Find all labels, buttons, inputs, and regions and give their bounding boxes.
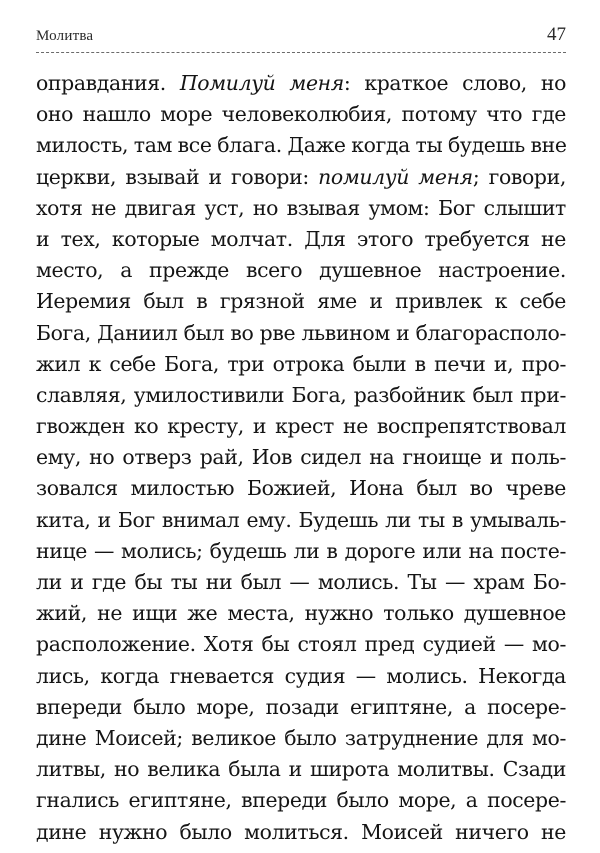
text-line — [36, 661, 566, 692]
text-segment: Иеремия был в грязной яме и привлек к себе — [36, 289, 566, 314]
text-segment: гнались египтяне, впереди было море, а посере- — [36, 788, 566, 813]
text-line — [36, 629, 566, 660]
text-segment: литвы, но велика была и широта молитвы. Сзади — [36, 757, 566, 782]
text-segment: гвожден ко кресту, и крест не воспрепятствовал — [36, 414, 566, 439]
italic-phrase: Помилуй меня — [179, 71, 344, 95]
text-segment: нице — молись; будешь ли в дороге или на посте- — [36, 538, 566, 563]
text-segment: ему, но отверз рай, Иов сидел на гноище и поль- — [36, 445, 566, 470]
text-segment: расположение. Хотя бы стоял пред судией — мо- — [36, 632, 566, 657]
text-line — [36, 817, 566, 848]
text-segment: лись, когда гневается судия — молись. Некогда — [36, 663, 566, 688]
text-line — [36, 380, 566, 411]
text-segment: кита, и Бог внимал ему. Будешь ли ты в умываль- — [36, 507, 566, 532]
running-title: Молитва — [36, 28, 94, 44]
text-segment: славляя, умилостивили Бога, разбойник был при- — [36, 382, 566, 407]
text-line — [36, 754, 566, 785]
text-line — [36, 193, 566, 224]
text-line — [36, 473, 566, 504]
text-segment: жий, не ищи же места, нужно только душевное — [36, 601, 566, 626]
page-number: 47 — [547, 24, 566, 45]
text-segment: ли и где бы ты ни был — молись. Ты — храм Бо- — [36, 570, 566, 594]
text-segment: : краткое слово, но — [343, 71, 566, 95]
text-line — [36, 723, 566, 754]
text-segment: хотя не двигая уст, но взывая умом: Бог слышит — [36, 195, 566, 220]
text-line — [36, 224, 566, 255]
text-segment: дине Моисей; великое было затруднение для мо- — [36, 725, 566, 750]
text-line — [36, 255, 566, 286]
running-head — [36, 24, 566, 46]
text-line — [36, 598, 566, 629]
text-segment: дине нужно было молиться. Моисей ничего не — [36, 819, 566, 844]
text-segment: место, а прежде всего душевное настроение. — [36, 258, 566, 283]
text-segment: и тех, которые молчат. Для этого требуется не — [36, 226, 566, 251]
text-line — [36, 442, 566, 473]
body-text — [36, 68, 566, 848]
text-segment: Бога, Даниил был во рве львином и благорасполо- — [36, 320, 566, 345]
text-line — [36, 286, 566, 317]
text-segment: зовался милостью Божией, Иона был во чреве — [36, 476, 566, 501]
header-divider — [36, 52, 566, 53]
text-segment: церкви, взывай и говори: — [36, 164, 319, 189]
text-line — [36, 505, 566, 536]
text-line — [36, 567, 566, 598]
text-line — [36, 536, 566, 567]
text-line — [36, 692, 566, 723]
text-line — [36, 785, 566, 816]
text-segment: милость, там все блага. Даже когда ты будешь вне — [36, 133, 567, 158]
text-line — [36, 349, 566, 380]
text-line — [36, 411, 566, 442]
text-segment: ; говори, — [472, 164, 567, 189]
text-line — [36, 99, 566, 130]
italic-phrase: помилуй меня — [318, 164, 473, 189]
text-line — [36, 162, 566, 193]
text-line — [36, 68, 566, 99]
text-line — [36, 318, 566, 349]
text-segment: оно нашло море человеколюбия, потому что где — [36, 102, 566, 127]
text-segment: впереди было море, позади египтяне, а посере- — [36, 694, 566, 719]
text-line — [36, 130, 566, 161]
text-segment: жил к себе Бога, три отрока были в печи и, про- — [36, 351, 566, 376]
text-segment: оправдания. — [36, 71, 180, 95]
